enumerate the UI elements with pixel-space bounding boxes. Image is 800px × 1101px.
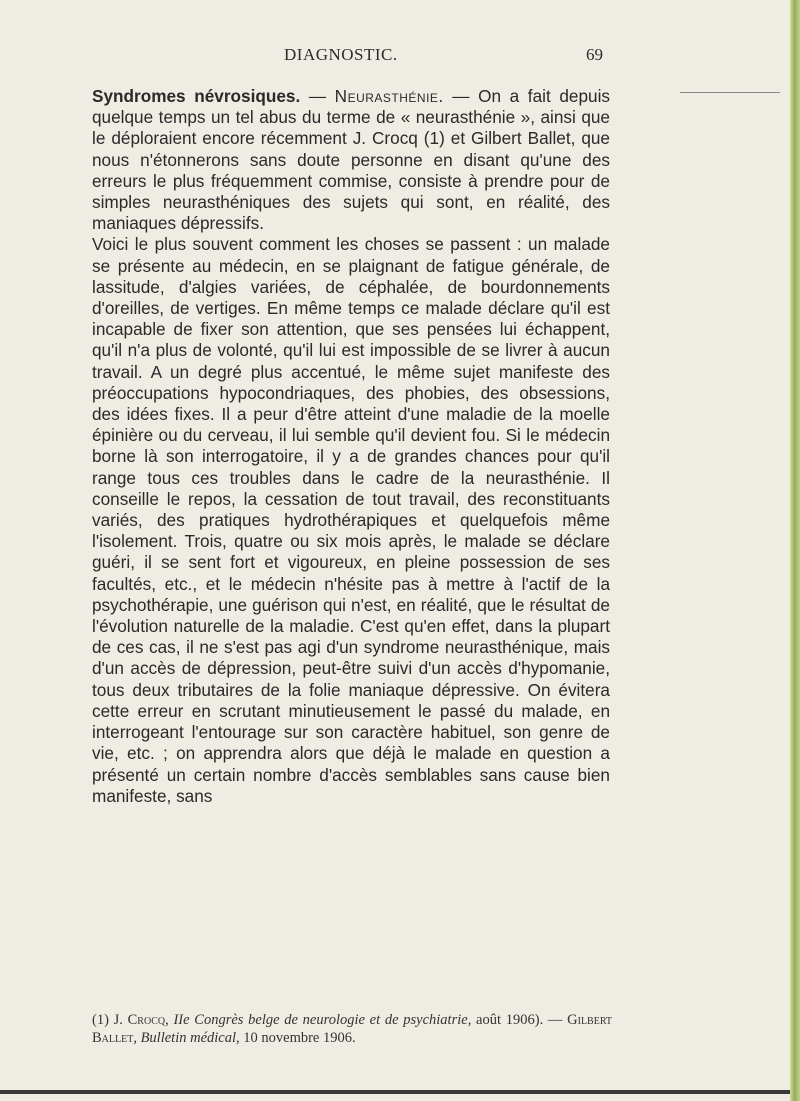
footnote-author-1: Crocq	[127, 1012, 166, 1028]
footnote-date-1: , août 1906). —	[467, 1012, 568, 1028]
footnote	[92, 1012, 612, 1047]
margin-rule	[680, 92, 780, 93]
footnote-source-1: IIe Congrès belge de neurologie et de psychiatrie	[173, 1012, 468, 1028]
section-subheading: Neurasthénie.	[334, 86, 444, 106]
footnote-marker: (1) J.	[92, 1012, 128, 1028]
footnote-separator: ,	[133, 1029, 141, 1046]
footnote-author-2: Gilbert Ballet	[92, 1012, 613, 1046]
page-number: 69	[586, 45, 603, 64]
running-header	[0, 45, 790, 67]
paragraph-1	[92, 86, 610, 234]
footnote-separator: ,	[165, 1012, 174, 1028]
running-title: DIAGNOSTIC.	[284, 45, 398, 64]
paragraph-2: Voici le plus souvent comment les choses se passent : un malade se présente au médecin, en se plaignant de fatigue générale, de lassitude, d'algies variées, de céphalée, de bourdonnements d'oreilles, de vertiges. En même temps ce malade déclare qu'il est incapable de fixer son attention, que ses pensées lui échappent, qu'il n'a plus de volonté, qu'il lui est impossible de se livrer à aucun travail. A un degré plus accentué, le même sujet manifeste des préoccupations hypocondriaques, des phobies, des obsessions, des idées fixes. Il a peur d'être atteint d'une maladie de la moelle épinière ou du cerveau, il lui semble qu'il devient fou. Si le médecin borne là son interrogatoire, il y a de grandes chances pour qu'il range tous ces troubles dans le cadre de la neurasthénie. Il conseille le repos, la cessation de tout travail, des reconstituants variés, des pratiques hydrothérapiques et quelquefois même l'isolement. Trois, quatre ou six mois après, le malade se déclare guéri, il se sent fort et vigoureux, en pleine possession de ses facultés, etc., et le médecin n'hésite pas à mettre à l'actif de la psychothérapie, une guérison qui n'est, en réalité, que le résultat de l'évolution naturelle de la maladie. C'est qu'en effet, dans la plupart de ces cas, il ne s'est pas agi d'un syndrome neurasthénique, mais d'un accès de dépression, peut-être suivi d'un accès d'hypomanie, tous deux tributaires de la folie maniaque dépressive. On évitera cette erreur en scrutant minutieusement le passé du malade, en interrogeant l'entourage sur son caractère habituel, son genre de vie, etc. ; on apprendra alors que déjà le malade en question a présenté un certain nombre d'accès semblables sans cause bien manifeste, sans	[92, 234, 610, 806]
page-edge	[790, 0, 800, 1101]
main-text	[92, 86, 610, 807]
footnote-date-2: , 10 novembre 1906.	[236, 1029, 356, 1046]
footnote-source-2: Bulletin médical	[140, 1029, 237, 1046]
paragraph-1-text: — On a fait depuis quelque temps un tel abus du terme de « neurasthénie », ainsi que le déploraient encore récemment J. Crocq (1) et Gilbert Ballet, que nous n'étonnerons sans doute personne en disant qu'une des erreurs le plus fréquemment commise, consiste à prendre pour de simples neurasthéniques des sujets qui sont, en réalité, des maniaques dépressifs.	[92, 86, 610, 234]
section-heading: Syndromes névrosiques.	[92, 86, 301, 106]
heading-dash: —	[300, 86, 335, 106]
bottom-scan-edge	[0, 1090, 790, 1094]
